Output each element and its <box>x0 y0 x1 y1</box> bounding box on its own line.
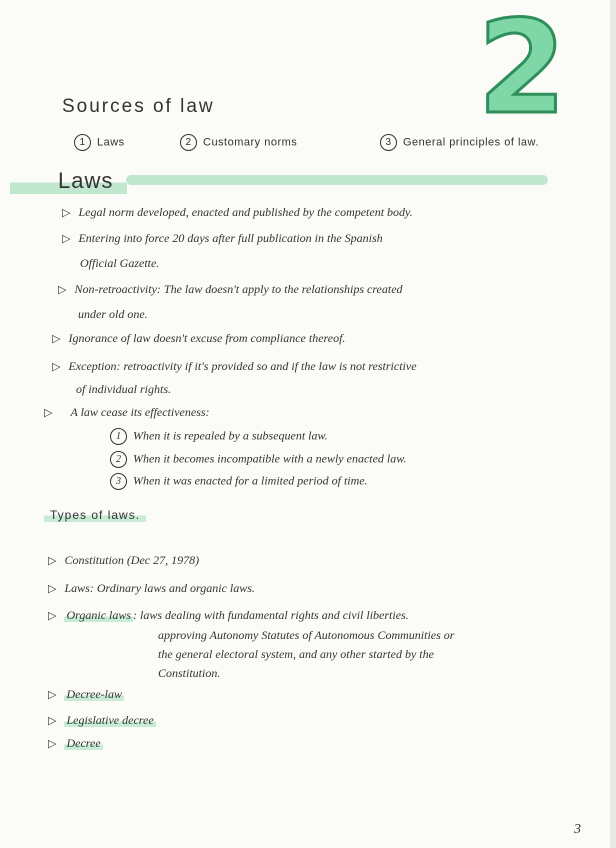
section-highlight-bar <box>126 175 548 185</box>
circle-number-icon: 1 <box>74 134 91 151</box>
list-item: ▷ A law cease its effectiveness: <box>44 405 210 419</box>
list-item-continuation: Official Gazette. <box>80 256 160 270</box>
triangle-bullet-icon: ▷ <box>48 583 57 595</box>
page-title: Sources of law <box>62 96 215 117</box>
cease-reason: 3 When it was enacted for a limited period of time. <box>110 473 368 490</box>
triangle-bullet-icon: ▷ <box>48 610 57 622</box>
list-item: ▷ Organic laws : laws dealing with fundamental rights and civil liberties. <box>48 608 409 622</box>
laws-heading: Laws <box>10 168 127 194</box>
list-item-continuation: the general electoral system, and any other started by the <box>158 647 434 661</box>
triangle-bullet-icon: ▷ <box>58 284 67 296</box>
list-item: ▷ Constitution (Dec 27, 1978) <box>48 553 200 567</box>
list-item: ▷ Ignorance of law doesn't excuse from compliance thereof. <box>52 331 346 345</box>
types-heading: Types of laws. <box>44 508 146 522</box>
list-item: ▷ Decree-law <box>48 687 122 701</box>
triangle-bullet-icon: ▷ <box>48 689 57 701</box>
page-number-badge: 2 <box>477 0 567 143</box>
triangle-bullet-icon: ▷ <box>48 555 57 567</box>
circle-number-icon: 3 <box>110 473 127 490</box>
list-item-continuation: of individual rights. <box>76 382 172 396</box>
list-item: ▷ Entering into force 20 days after full publication in the Spanish <box>62 231 383 245</box>
list-item-continuation: Constitution. <box>158 666 221 680</box>
triangle-bullet-icon: ▷ <box>52 361 61 373</box>
source-item-3 <box>380 134 539 151</box>
list-item: ▷ Laws: Ordinary laws and organic laws. <box>48 581 255 595</box>
triangle-bullet-icon: ▷ <box>62 207 71 219</box>
list-item-continuation: under old one. <box>78 307 148 321</box>
source-label: General principles of law. <box>403 136 539 149</box>
circle-number-icon: 3 <box>380 134 397 151</box>
triangle-bullet-icon: ▷ <box>48 738 57 750</box>
list-item: ▷ Legal norm developed, enacted and published by the competent body. <box>62 205 413 219</box>
page-number: 3 <box>574 822 581 837</box>
source-label: Customary norms <box>203 136 298 149</box>
source-item-1 <box>74 134 125 151</box>
page-edge <box>610 0 616 848</box>
circle-number-icon: 1 <box>110 428 127 445</box>
list-item-continuation: approving Autonomy Statutes of Autonomous Communities or <box>158 628 455 642</box>
list-item: ▷ Non-retroactivity: The law doesn't apply to the relationships created <box>58 282 403 296</box>
triangle-bullet-icon: ▷ <box>44 407 53 419</box>
triangle-bullet-icon: ▷ <box>48 715 57 727</box>
source-item-2 <box>180 134 297 151</box>
cease-reason: 2 When it becomes incompatible with a newly enacted law. <box>110 451 406 468</box>
organic-laws-term: Organic laws <box>66 608 132 622</box>
source-label: Laws <box>97 136 125 149</box>
triangle-bullet-icon: ▷ <box>52 333 61 345</box>
cease-reason: 1 When it is repealed by a subsequent law. <box>110 428 328 445</box>
triangle-bullet-icon: ▷ <box>62 233 71 245</box>
list-item: ▷ Decree <box>48 736 101 750</box>
list-item: ▷ Exception: retroactivity if it's provided so and if the law is not restrictive <box>52 359 417 373</box>
circle-number-icon: 2 <box>180 134 197 151</box>
list-item: ▷ Legislative decree <box>48 713 154 727</box>
circle-number-icon: 2 <box>110 451 127 468</box>
